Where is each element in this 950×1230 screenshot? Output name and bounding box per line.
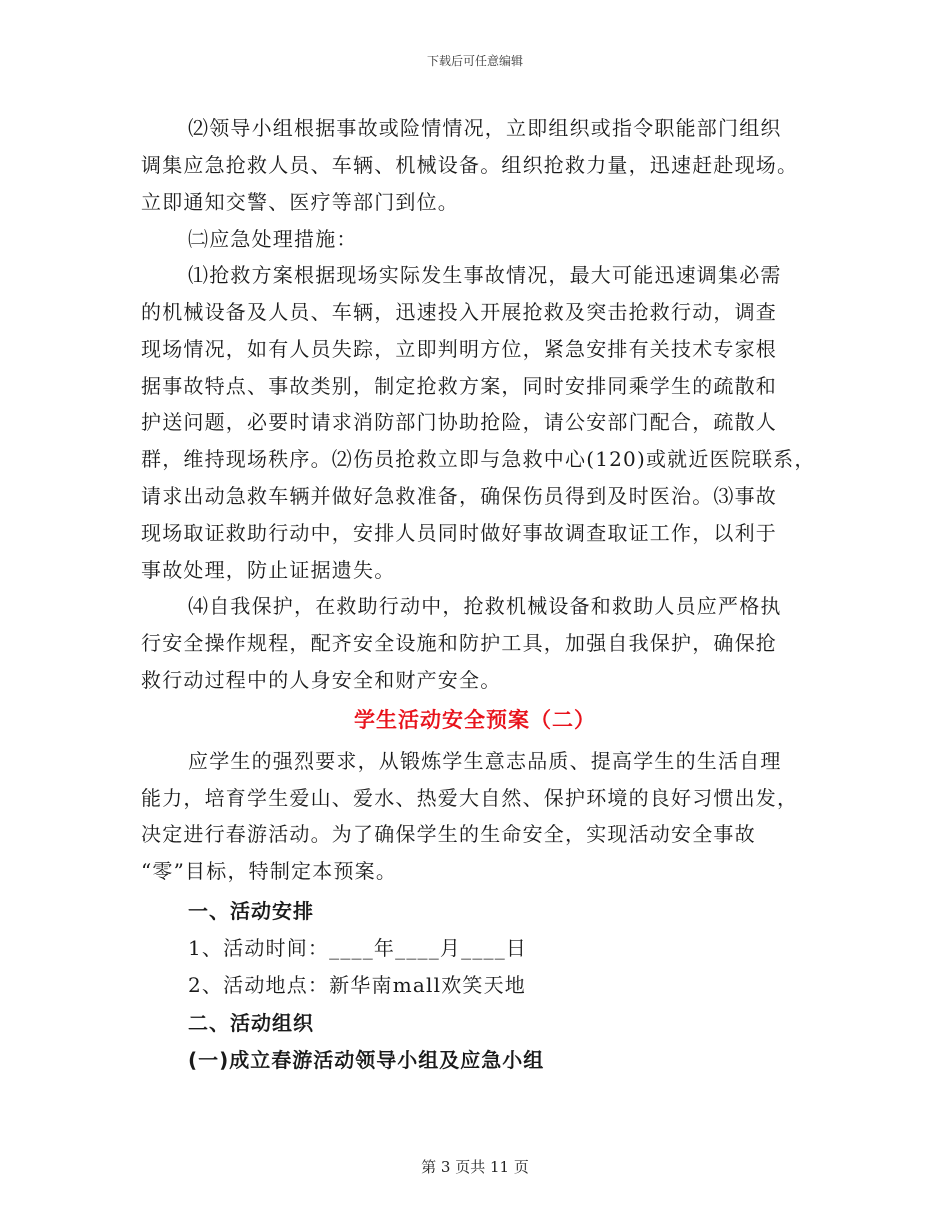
section-heading: 一、活动安排 xyxy=(188,899,314,923)
paragraph-line: 请求出动急救车辆并做好急救准备，确保伤员得到及时医治。⑶事故 xyxy=(141,484,777,508)
paragraph-line: ㈡应急处理措施： xyxy=(188,227,358,251)
paragraph-line: 群，维持现场秩序。⑵伤员抢救立即与急救中心(120)或就近医院联系， xyxy=(141,447,816,471)
paragraph-line: ⑴抢救方案根据现场实际发生事故情况，最大可能迅速调集必需 xyxy=(188,263,782,287)
list-item: 2、活动地点：新华南mall欢笑天地 xyxy=(188,973,527,997)
paragraph-line: 应学生的强烈要求，从锻炼学生意志品质、提高学生的生活自理 xyxy=(188,749,782,773)
page-header: 下载后可任意编辑 xyxy=(426,54,523,68)
paragraph-line: 能力，培育学生爱山、爱水、热爱大自然、保护环境的良好习惯出发， xyxy=(141,786,799,810)
paragraph-line: 行安全操作规程，配齐安全设施和防护工具，加强自我保护，确保抢 xyxy=(141,631,777,655)
section-heading: 二、活动组织 xyxy=(188,1011,314,1035)
paragraph-line: 现场情况，如有人员失踪，立即判明方位，紧急安排有关技术专家根 xyxy=(141,337,777,361)
paragraph-line: 立即通知交警、医疗等部门到位。 xyxy=(141,190,459,214)
paragraph-line: 护送问题，必要时请求消防部门协助抢险，请公安部门配合，疏散人 xyxy=(141,410,777,434)
document-title: 学生活动安全预案（二） xyxy=(354,708,596,732)
paragraph-line: “零”目标，特制定本预案。 xyxy=(141,859,398,883)
paragraph-line: 调集应急抢救人员、车辆、机械设备。组织抢救力量，迅速赶赴现场。 xyxy=(141,153,799,177)
paragraph-line: 救行动过程中的人身安全和财产安全。 xyxy=(141,668,502,692)
paragraph-line: 现场取证救助行动中，安排人员同时做好事故调查取证工作，以利于 xyxy=(141,521,777,545)
subsection-heading: (一)成立春游活动领导小组及应急小组 xyxy=(188,1048,545,1072)
paragraph-line: 决定进行春游活动。为了确保学生的生命安全，实现活动安全事故 xyxy=(141,822,756,846)
page-footer: 第 3 页共 11 页 xyxy=(421,1158,529,1176)
list-item: 1、活动时间：____年____月____日 xyxy=(188,936,528,960)
paragraph-line: ⑵领导小组根据事故或险情情况，立即组织或指令职能部门组织 xyxy=(188,116,782,140)
paragraph-line: ⑷自我保护，在救助行动中，抢救机械设备和救助人员应严格执 xyxy=(188,594,782,618)
paragraph-line: 的机械设备及人员、车辆，迅速投入开展抢救及突击抢救行动，调查 xyxy=(141,300,777,324)
paragraph-line: 事故处理，防止证据遗失。 xyxy=(141,558,396,582)
paragraph-line: 据事故特点、事故类别，制定抢救方案，同时安排同乘学生的疏散和 xyxy=(141,374,777,398)
